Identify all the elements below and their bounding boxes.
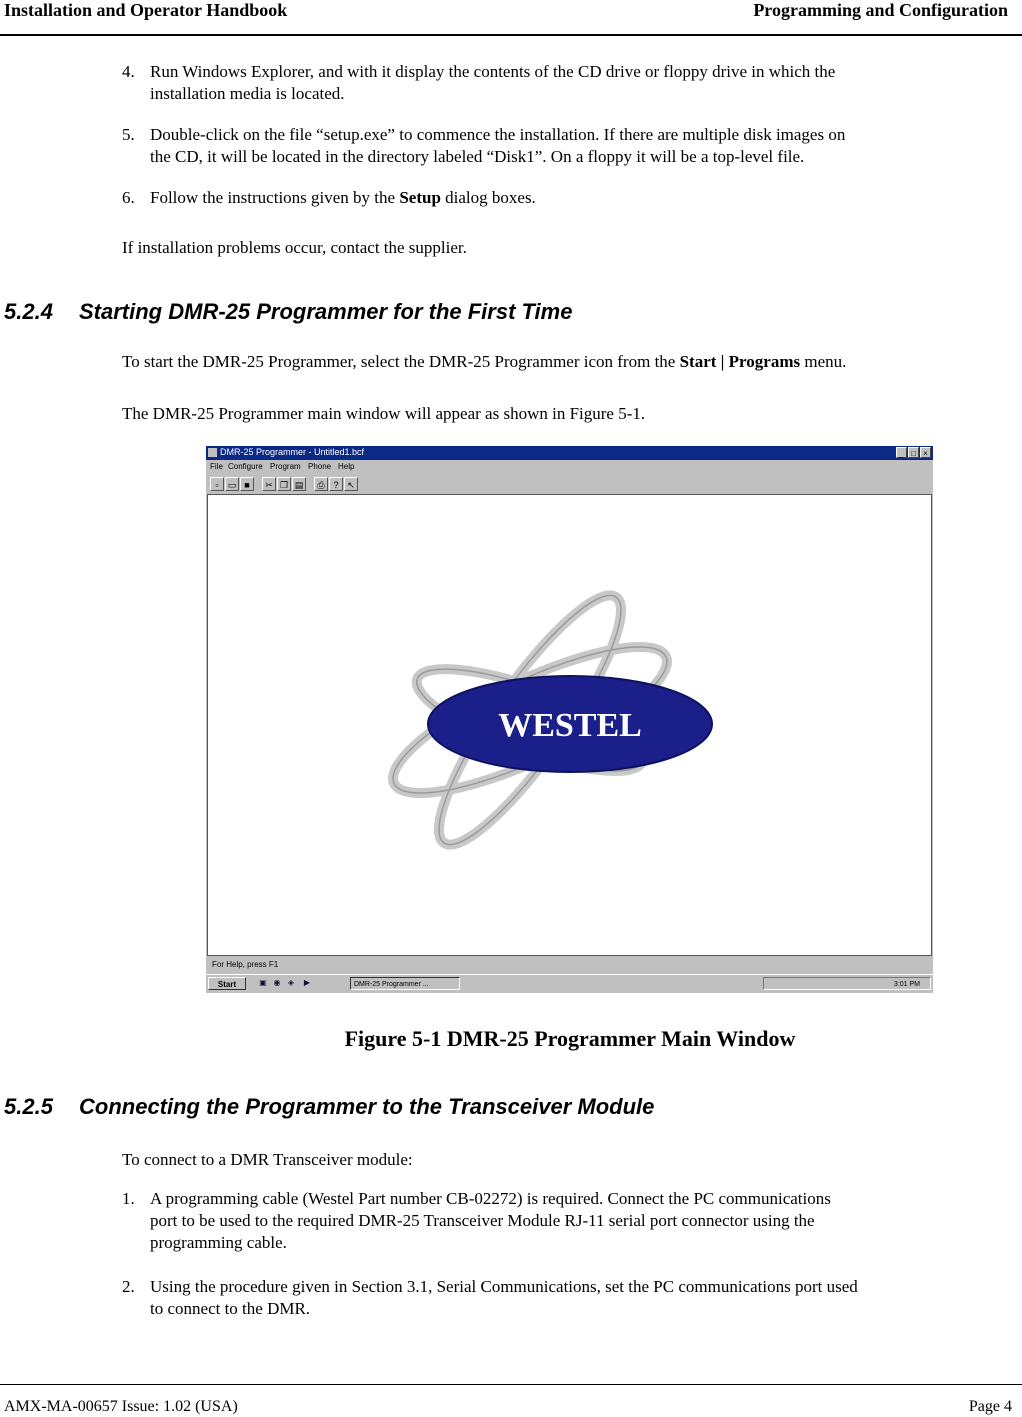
menu-configure[interactable]: Configure bbox=[228, 462, 263, 471]
step-number: 2. bbox=[122, 1277, 135, 1296]
logo-text: WESTEL bbox=[498, 707, 642, 744]
minimize-icon[interactable]: _ bbox=[896, 447, 907, 458]
programmer-screenshot bbox=[206, 446, 933, 992]
main-window-note: The DMR-25 Programmer main window will appear as shown in Figure 5-1. bbox=[122, 404, 646, 423]
connect-intro: To connect to a DMR Transceiver module: bbox=[122, 1150, 413, 1169]
menu-file[interactable]: File bbox=[210, 462, 223, 471]
connect-step-2 bbox=[122, 1276, 1002, 1320]
step-line: programming cable. bbox=[150, 1233, 287, 1252]
quicklaunch-browser-icon[interactable]: ◉ bbox=[273, 978, 281, 987]
install-step-4 bbox=[122, 61, 1002, 105]
header-left-title: Installation and Operator Handbook bbox=[4, 0, 288, 20]
step-line: the CD, it will be located in the directory labeled “Disk1”. On a floppy it will be a top-level file. bbox=[150, 147, 805, 166]
taskbar-app-button[interactable]: DMR-25 Programmer ... bbox=[350, 977, 460, 990]
quicklaunch-outlook-icon[interactable]: ◈ bbox=[287, 978, 295, 987]
help-icon[interactable]: ? bbox=[329, 477, 343, 491]
step-number: 4. bbox=[122, 62, 135, 81]
menu-bar bbox=[206, 460, 933, 474]
tray-clock: 3:01 PM bbox=[893, 981, 920, 988]
section-heading-5-2-4 bbox=[4, 299, 572, 325]
menu-help[interactable]: Help bbox=[338, 462, 355, 471]
footer-rule bbox=[0, 1384, 1022, 1385]
step-line: installation media is located. bbox=[150, 84, 345, 103]
step-line: Run Windows Explorer, and with it display the contents of the CD drive or floppy drive in which the bbox=[150, 62, 836, 81]
step-line: A programming cable (Westel Part number CB-02272) is required. Connect the PC communications bbox=[150, 1189, 831, 1208]
section-title: Connecting the Programmer to the Transceiver Module bbox=[79, 1094, 655, 1119]
section-heading-5-2-5 bbox=[4, 1094, 654, 1120]
start-instructions: To start the DMR-25 Programmer, select the DMR-25 Programmer icon from the Start | Programs menu. bbox=[122, 352, 847, 371]
step-number: 6. bbox=[122, 188, 135, 207]
header-right-title: Programming and Configuration bbox=[753, 0, 1008, 20]
install-problem-note: If installation problems occur, contact the supplier. bbox=[122, 238, 467, 257]
step-line: port to be used to the required DMR-25 Transceiver Module RJ-11 serial port connector using the bbox=[150, 1211, 815, 1230]
new-file-icon[interactable]: ▫ bbox=[210, 477, 224, 491]
step-number: 5. bbox=[122, 125, 135, 144]
close-icon[interactable]: × bbox=[920, 447, 931, 458]
section-number: 5.2.5 bbox=[4, 1094, 53, 1119]
section-title: Starting DMR-25 Programmer for the First Time bbox=[79, 299, 573, 324]
quicklaunch-desktop-icon[interactable]: ▣ bbox=[259, 978, 267, 987]
page-header bbox=[0, 0, 1022, 36]
client-area bbox=[207, 494, 932, 956]
start-button[interactable]: Start bbox=[208, 977, 246, 990]
status-bar bbox=[206, 957, 933, 973]
install-step-6 bbox=[122, 187, 1002, 209]
status-text: For Help, press F1 bbox=[212, 960, 279, 969]
copy-icon[interactable]: ❐ bbox=[277, 477, 291, 491]
quicklaunch-media-icon[interactable]: ▶ bbox=[303, 978, 311, 987]
step-line: Double-click on the file “setup.exe” to commence the installation. If there are multiple disk images on bbox=[150, 125, 846, 144]
westel-logo bbox=[208, 495, 931, 955]
open-file-icon[interactable]: ▭ bbox=[225, 477, 239, 491]
cut-icon[interactable]: ✂ bbox=[262, 477, 276, 491]
figure-caption: Figure 5-1 DMR-25 Programmer Main Window bbox=[344, 1026, 796, 1051]
system-tray bbox=[763, 977, 931, 990]
window-title: DMR-25 Programmer - Untitled1.bcf bbox=[220, 447, 365, 457]
context-help-icon[interactable]: ↖ bbox=[344, 477, 358, 491]
section-number: 5.2.4 bbox=[4, 299, 53, 324]
paste-icon[interactable]: ▤ bbox=[292, 477, 306, 491]
connect-step-1 bbox=[122, 1188, 1002, 1254]
menu-phone[interactable]: Phone bbox=[308, 462, 332, 471]
window-titlebar bbox=[206, 446, 933, 460]
footer-page-number: Page 4 bbox=[968, 1398, 1012, 1415]
save-icon[interactable]: ■ bbox=[240, 477, 254, 491]
step-line: Follow the instructions given by the Setup dialog boxes. bbox=[150, 188, 536, 207]
step-line: to connect to the DMR. bbox=[150, 1299, 311, 1318]
maximize-icon[interactable]: □ bbox=[908, 447, 919, 458]
install-step-5 bbox=[122, 124, 1002, 168]
setup-bold-text: Setup bbox=[399, 188, 441, 207]
footer-doc-id: AMX-MA-00657 Issue: 1.02 (USA) bbox=[4, 1398, 238, 1415]
taskbar bbox=[206, 974, 933, 993]
toolbar bbox=[206, 474, 933, 494]
step-number: 1. bbox=[122, 1189, 135, 1208]
start-programs-bold: Start | Programs bbox=[679, 352, 801, 371]
step-line: Using the procedure given in Section 3.1, Serial Communications, set the PC communications port used bbox=[150, 1277, 858, 1296]
app-icon bbox=[208, 448, 217, 457]
menu-program[interactable]: Program bbox=[270, 462, 301, 471]
print-icon[interactable]: ⎙ bbox=[314, 477, 328, 491]
